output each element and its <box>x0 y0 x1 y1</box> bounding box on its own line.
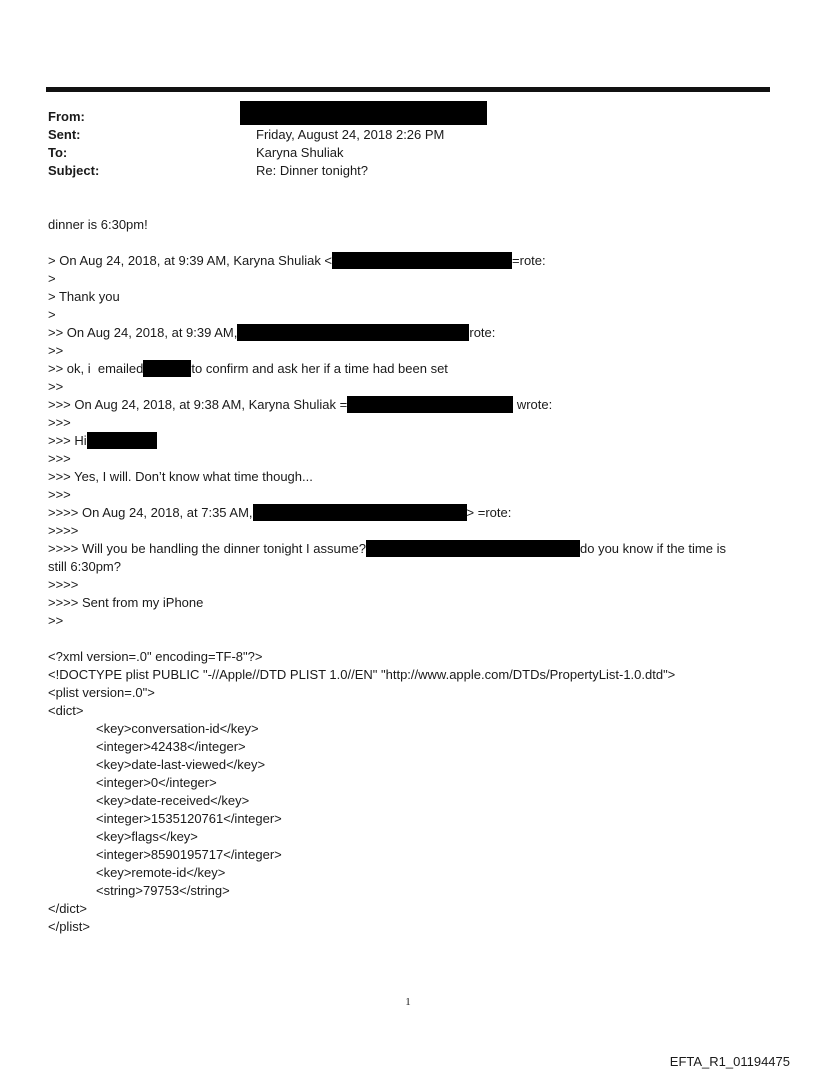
body-line: > Thank you <box>48 289 120 304</box>
xml-line: <key>remote-id</key> <box>96 865 226 880</box>
body-line: >>> On Aug 24, 2018, at 9:38 AM, Karyna Shuliak = wrote: <box>48 397 553 412</box>
header-rule <box>46 87 770 92</box>
xml-line: <key>date-last-viewed</key> <box>96 757 266 772</box>
xml-line: </plist> <box>48 919 90 934</box>
redaction <box>366 540 580 557</box>
body-line: still 6:30pm? <box>48 559 121 574</box>
body-line: > <box>48 307 56 322</box>
redaction-from <box>240 101 487 125</box>
xml-line: <key>date-received</key> <box>96 793 250 808</box>
xml-line: </dict> <box>48 901 88 916</box>
redaction <box>237 324 469 341</box>
xml-line: <integer>8590195717</integer> <box>96 847 282 862</box>
body-line: >>> Hi <box>48 432 157 450</box>
xml-line: <integer>0</integer> <box>96 775 217 790</box>
subject-label: Subject: <box>48 163 100 178</box>
xml-line: <integer>42438</integer> <box>96 739 246 754</box>
to-value: Karyna Shuliak <box>256 145 344 160</box>
body-line: >>> <box>48 487 71 502</box>
body-line: > <box>48 271 56 286</box>
xml-line: <string>79753</string> <box>96 883 230 898</box>
body-line: >>> <box>48 451 71 466</box>
subject-value: Re: Dinner tonight? <box>256 163 369 178</box>
body-line: >> <box>48 613 64 628</box>
to-label: To: <box>48 145 68 160</box>
xml-line: <plist version=.0"> <box>48 685 155 700</box>
redaction <box>87 432 157 449</box>
body-line: >>>> <box>48 577 79 592</box>
body-line: >> <box>48 379 64 394</box>
xml-line: <?xml version=.0" encoding=TF-8"?> <box>48 649 263 664</box>
document-id: EFTA_R1_01194475 <box>669 1054 790 1069</box>
xml-line: <dict> <box>48 703 84 718</box>
body-line: dinner is 6:30pm! <box>48 217 148 232</box>
xml-line: <key>flags</key> <box>96 829 198 844</box>
redaction <box>253 504 467 521</box>
body-line: >>>> Will you be handling the dinner tonight I assume? do you know if the time is <box>48 541 726 556</box>
xml-line: <integer>1535120761</integer> <box>96 811 282 826</box>
xml-line: <key>conversation-id</key> <box>96 721 259 736</box>
body-line: >>>> <box>48 523 79 538</box>
sent-value: Friday, August 24, 2018 2:26 PM <box>256 127 445 142</box>
body-line: > On Aug 24, 2018, at 9:39 AM, Karyna Shuliak < =rote: <box>48 253 546 268</box>
from-label: From: <box>48 109 85 124</box>
body-line: >> <box>48 343 64 358</box>
sent-label: Sent: <box>48 127 81 142</box>
page-number: 1 <box>405 996 411 1008</box>
xml-line: <!DOCTYPE plist PUBLIC "-//Apple//DTD PLIST 1.0//EN" "http://www.apple.com/DTDs/PropertyList-1.0.dtd"> <box>48 667 676 682</box>
redaction <box>143 360 191 377</box>
body-line: >> On Aug 24, 2018, at 9:39 AM, rote: <box>48 325 496 340</box>
redaction <box>332 252 512 269</box>
body-line: >>>> On Aug 24, 2018, at 7:35 AM, > =rote: <box>48 505 512 520</box>
body-line: >> ok, i emailed to confirm and ask her if a time had been set <box>48 361 448 376</box>
body-line: >>> <box>48 415 71 430</box>
body-line: >>>> Sent from my iPhone <box>48 595 204 610</box>
redaction <box>347 396 513 413</box>
body-line: >>> Yes, I will. Don’t know what time though... <box>48 469 313 484</box>
